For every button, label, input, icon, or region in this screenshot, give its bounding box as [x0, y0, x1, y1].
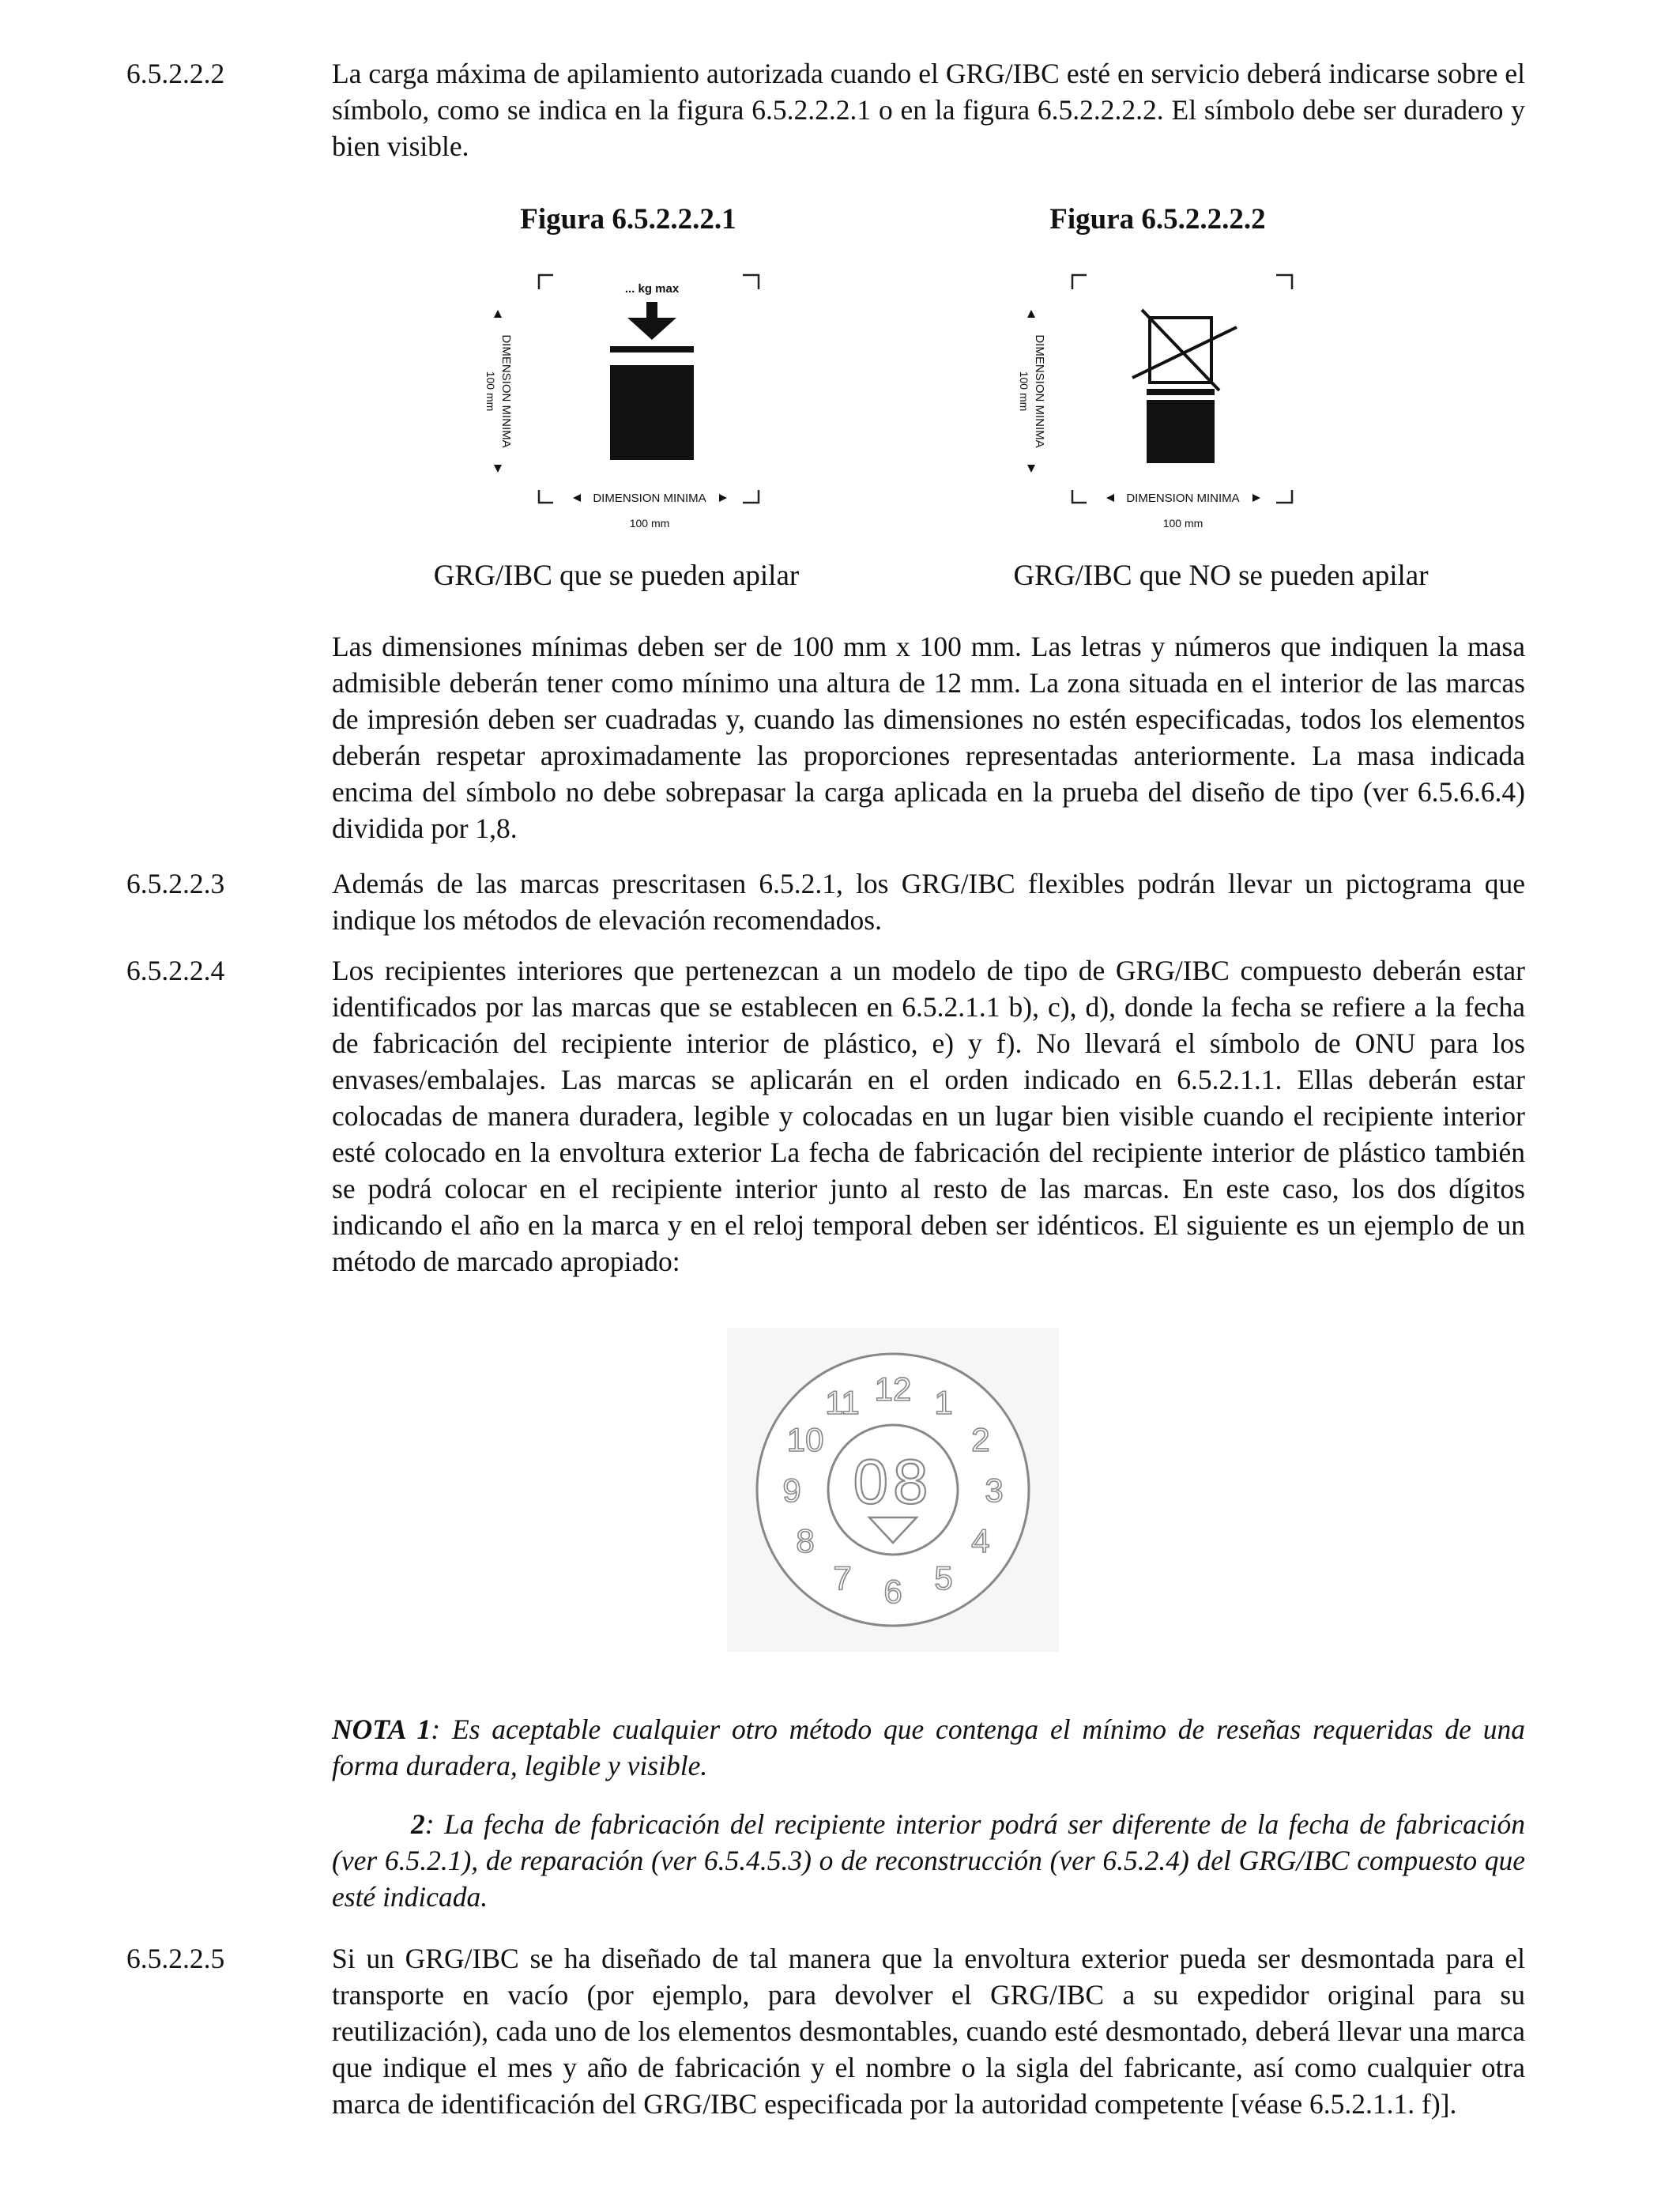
figure-title: Figura 6.5.2.2.2.1 [520, 203, 736, 236]
clock-number: 6 [883, 1573, 902, 1610]
clock-number: 7 [833, 1559, 852, 1596]
clock-number: 3 [985, 1472, 1004, 1509]
note-1-text: : Es aceptable cualquier otro método que contenga el mínimo de reseñas requeridas de una forma duradera, legible y visible. [332, 1713, 1525, 1781]
non-stackable-symbol-figure [1008, 261, 1324, 537]
section-number: 6.5.2.2.4 [126, 955, 225, 986]
dimensions-paragraph: Las dimensiones mínimas deben ser de 100 mm x 100 mm. Las letras y números que indiquen la masa admisible deberán tener como mínimo una altura de 12 mm. La zona situada en el interior de las marcas de impresión deben ser cuadradas y, cuando las dimensiones no estén especificadas, todos los elementos deberán respetar aproximadamente las proporciones representadas anteriormente. La masa indicada encima del símbolo no debe sobrepasar la carga aplicada en la prueba del diseño de tipo (ver 6.5.6.6.4) dividida por 1,8. [332, 631, 1525, 844]
note-1 [332, 1711, 1525, 1784]
crossed-box-icon [1132, 310, 1237, 390]
section-number: 6.5.2.2.3 [126, 868, 225, 899]
kg-max-label: ... kg max [624, 282, 680, 296]
clock-number: 12 [874, 1370, 912, 1408]
svg-text:100 mm: 100 mm [629, 517, 670, 530]
svg-text:DIMENSION MINIMA: DIMENSION MINIMA [1033, 334, 1046, 448]
svg-text:100 mm: 100 mm [484, 371, 497, 412]
svg-text:DIMENSION MINIMA: DIMENSION MINIMA [499, 334, 513, 448]
svg-text:DIMENSION MINIMA: DIMENSION MINIMA [593, 492, 706, 505]
figure-caption: GRG/IBC que NO se pueden apilar [1013, 560, 1429, 592]
down-arrow-icon [627, 302, 676, 340]
svg-text:DIMENSION MINIMA: DIMENSION MINIMA [1126, 492, 1240, 505]
note-2-label: 2 [411, 1808, 425, 1840]
clock-number: 10 [786, 1421, 824, 1458]
clock-number: 4 [971, 1522, 990, 1559]
section-paragraph: Si un GRG/IBC se ha diseñado de tal manera que la envoltura exterior pueda ser desmontada para el transporte en vacío (por ejemplo, para devolver el GRG/IBC a su expedidor original para su reutilización), cada uno de los elementos desmontables, cuando esté desmontado, deberá llevar una marca que indique el mes y año de fabricación y el nombre o la sigla del fabricante, así como cualquier otra marca de identificación del GRG/IBC especificada por la autoridad competente [véase 6.5.2.1.1. f)]. [332, 1943, 1525, 2120]
container-block [1147, 400, 1215, 463]
vertical-dimension [484, 310, 513, 473]
note-1-label: NOTA 1 [332, 1713, 431, 1745]
vertical-dimension [1018, 310, 1046, 473]
note-2 [332, 1806, 1525, 1915]
clock-number: 5 [934, 1559, 953, 1596]
svg-text:100 mm: 100 mm [1162, 517, 1203, 530]
clock-number: 11 [825, 1384, 860, 1422]
load-bar [610, 346, 694, 352]
figure-title: Figura 6.5.2.2.2.2 [1049, 203, 1266, 236]
horizontal-dimension [1106, 492, 1260, 530]
clock-number: 1 [934, 1384, 953, 1422]
section-number: 6.5.2.2.5 [126, 1943, 225, 1974]
container-block [610, 365, 694, 460]
load-bar [1147, 389, 1215, 395]
horizontal-dimension [573, 492, 727, 530]
stackable-symbol-figure [474, 261, 790, 537]
section-number: 6.5.2.2.2 [126, 58, 225, 89]
figure-caption: GRG/IBC que se pueden apilar [433, 560, 800, 592]
date-clock-figure [727, 1328, 1059, 1652]
clock-number: 8 [796, 1522, 815, 1559]
clock-number: 2 [971, 1421, 990, 1458]
section-paragraph: Además de las marcas prescritasen 6.5.2.1, los GRG/IBC flexibles podrán llevar un pictograma que indique los métodos de elevación recomendados. [332, 868, 1525, 936]
note-2-text: : La fecha de fabricación del recipiente interior podrá ser diferente de la fecha de fabricación (ver 6.5.2.1), de reparación (ver 6.5.4.5.3) o de reconstrucción (ver 6.5.2.4) del GRG/IBC compuesto que esté indicada. [332, 1808, 1525, 1913]
clock-number: 9 [782, 1472, 801, 1509]
svg-text:100 mm: 100 mm [1018, 371, 1030, 412]
section-paragraph: Los recipientes interiores que pertenezcan a un modelo de tipo de GRG/IBC compuesto deberán estar identificados por las marcas que se establecen en 6.5.2.1.1 b), c), d), donde la fecha se refiere a la fecha de fabricación del recipiente interior de plástico, e) y f). No llevará el símbolo de ONU para los envases/embalajes. Las marcas se aplicarán en el orden indicado en 6.5.2.1.1. Ellas deberán estar colocadas de manera duradera, legible y colocadas en un lugar bien visible cuando el recipiente interior esté colocado en la envoltura exterior La fecha de fabricación del recipiente interior de plástico también se podrá colocar en el recipiente interior junto al resto de las marcas. En este caso, los dos dígitos indicando el año en la marca y en el reloj temporal deben ser idénticos. El siguiente es un ejemplo de un método de marcado apropiado: [332, 955, 1525, 1277]
clock-year: 08 [853, 1446, 933, 1517]
section-paragraph: La carga máxima de apilamiento autorizada cuando el GRG/IBC esté en servicio deberá indicarse sobre el símbolo, como se indica en la figura 6.5.2.2.2.1 o en la figura 6.5.2.2.2.2. El símbolo debe ser duradero y bien visible. [332, 58, 1525, 162]
